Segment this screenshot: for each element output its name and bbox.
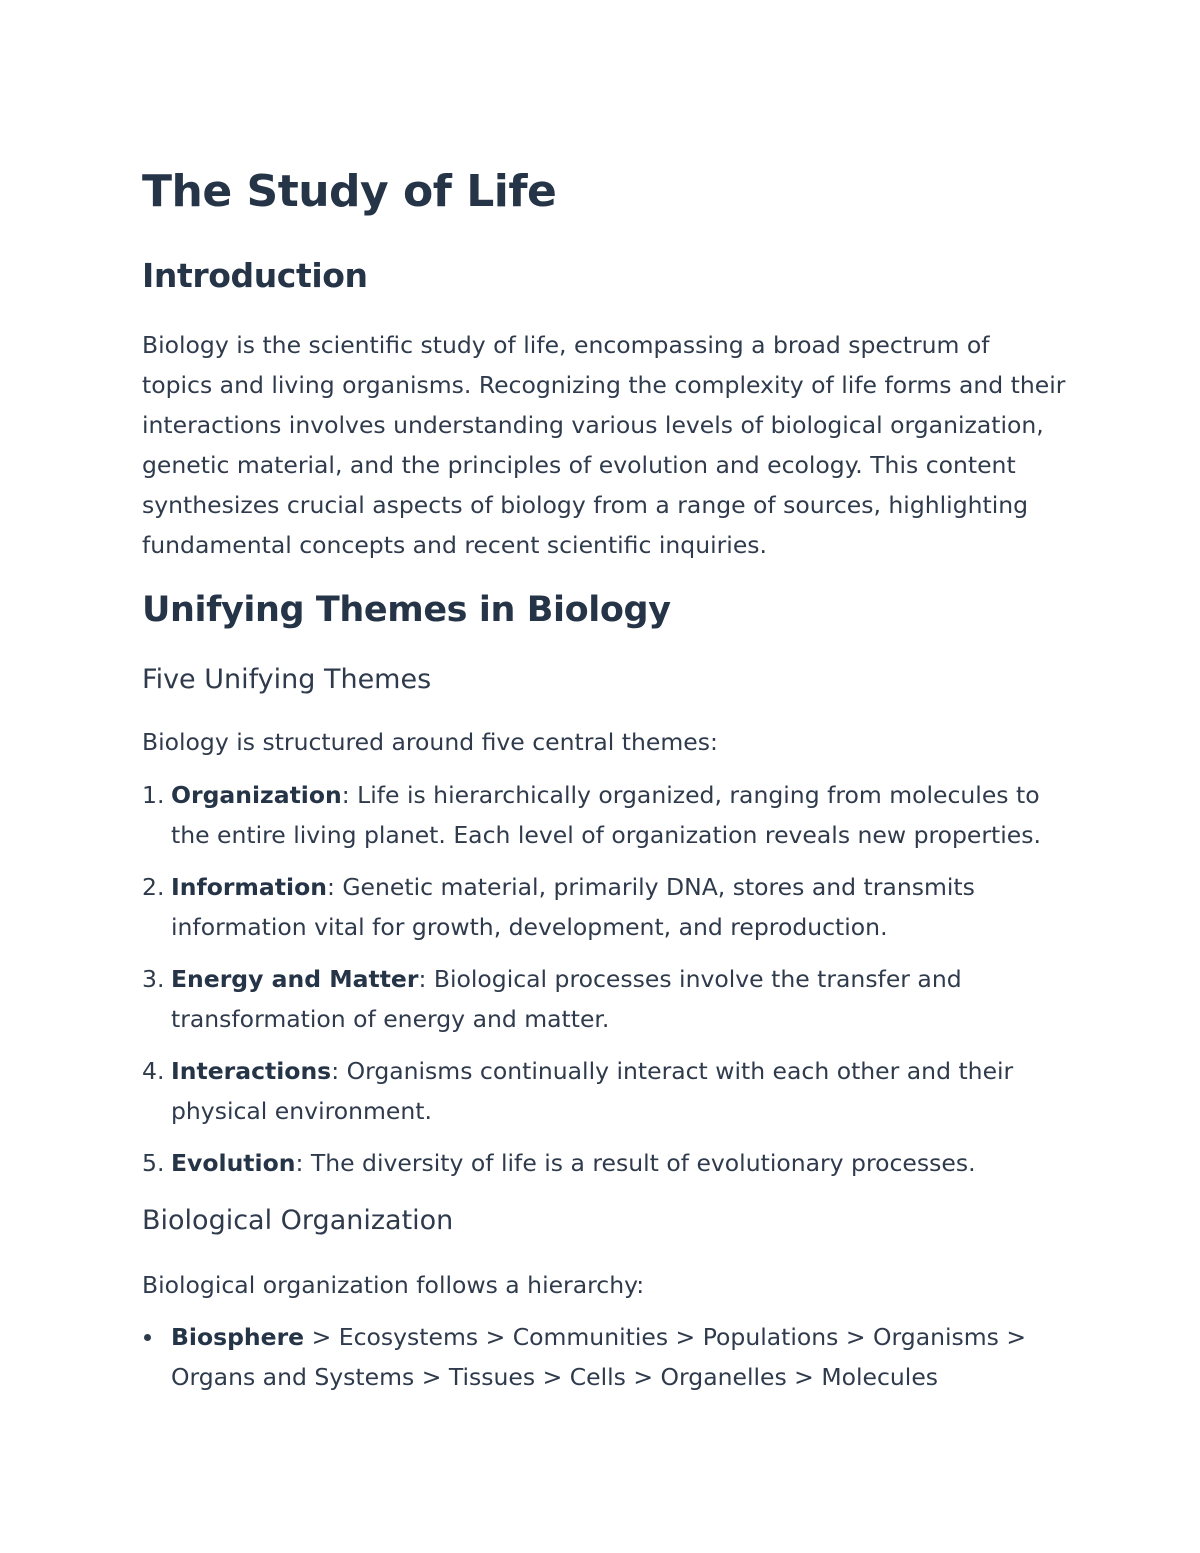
list-item [142,1143,1067,1183]
hierarchy-list [142,1317,1067,1397]
introduction-heading: Introduction [142,256,368,295]
list-item [142,1317,1067,1397]
list-number: 3. [142,965,165,993]
theme-term: Energy and Matter [171,965,419,993]
list-number: 4. [142,1057,165,1085]
introduction-paragraph: Biology is the scientific study of life, encompassing a broad spectrum of topics and living organisms. Recognizing the complexity of life forms and their interactions involves understanding various levels of biological organization, genetic material, and the principles of evolution and ecology. This content synthesizes crucial aspects of biology from a range of sources, highlighting fundamental concepts and recent scientific inquiries. [142,331,1066,559]
five-themes-lead: Biology is structured around five central themes: [142,728,718,756]
hierarchy-term: Biosphere [171,1323,305,1351]
theme-term: Interactions [171,1057,332,1085]
theme-description: : Biological processes involve the transfer and transformation of energy and matter. [171,965,962,1033]
theme-description: : The diversity of life is a result of evolutionary processes. [295,1149,976,1177]
theme-term: Evolution [171,1149,296,1177]
list-number: 1. [142,781,165,809]
theme-description: : Genetic material, primarily DNA, stores and transmits information vital for growth, development, and reproduction. [171,873,975,941]
list-item [142,775,1067,855]
list-item [142,867,1067,947]
list-number: 5. [142,1149,165,1177]
theme-term: Organization [171,781,342,809]
hierarchy-chain: > Ecosystems > Communities > Populations > Organisms > Organs and Systems > Tissues > Cells > Organelles > Molecules [171,1323,1027,1391]
five-themes-heading: Five Unifying Themes [142,664,432,695]
list-number: 2. [142,873,165,901]
theme-description: : Organisms continually interact with each other and their physical environment. [171,1057,1014,1125]
theme-term: Information [171,873,327,901]
bullet-icon [144,1334,151,1341]
list-item [142,959,1067,1039]
unifying-themes-heading: Unifying Themes in Biology [142,590,671,630]
biological-organization-heading: Biological Organization [142,1205,454,1236]
page-title: The Study of Life [142,166,557,217]
list-item [142,1051,1067,1131]
theme-description: : Life is hierarchically organized, ranging from molecules to the entire living planet. Each level of organization reveals new properties. [171,781,1041,849]
biological-organization-lead: Biological organization follows a hierarchy: [142,1271,645,1299]
themes-list [142,775,1067,1195]
